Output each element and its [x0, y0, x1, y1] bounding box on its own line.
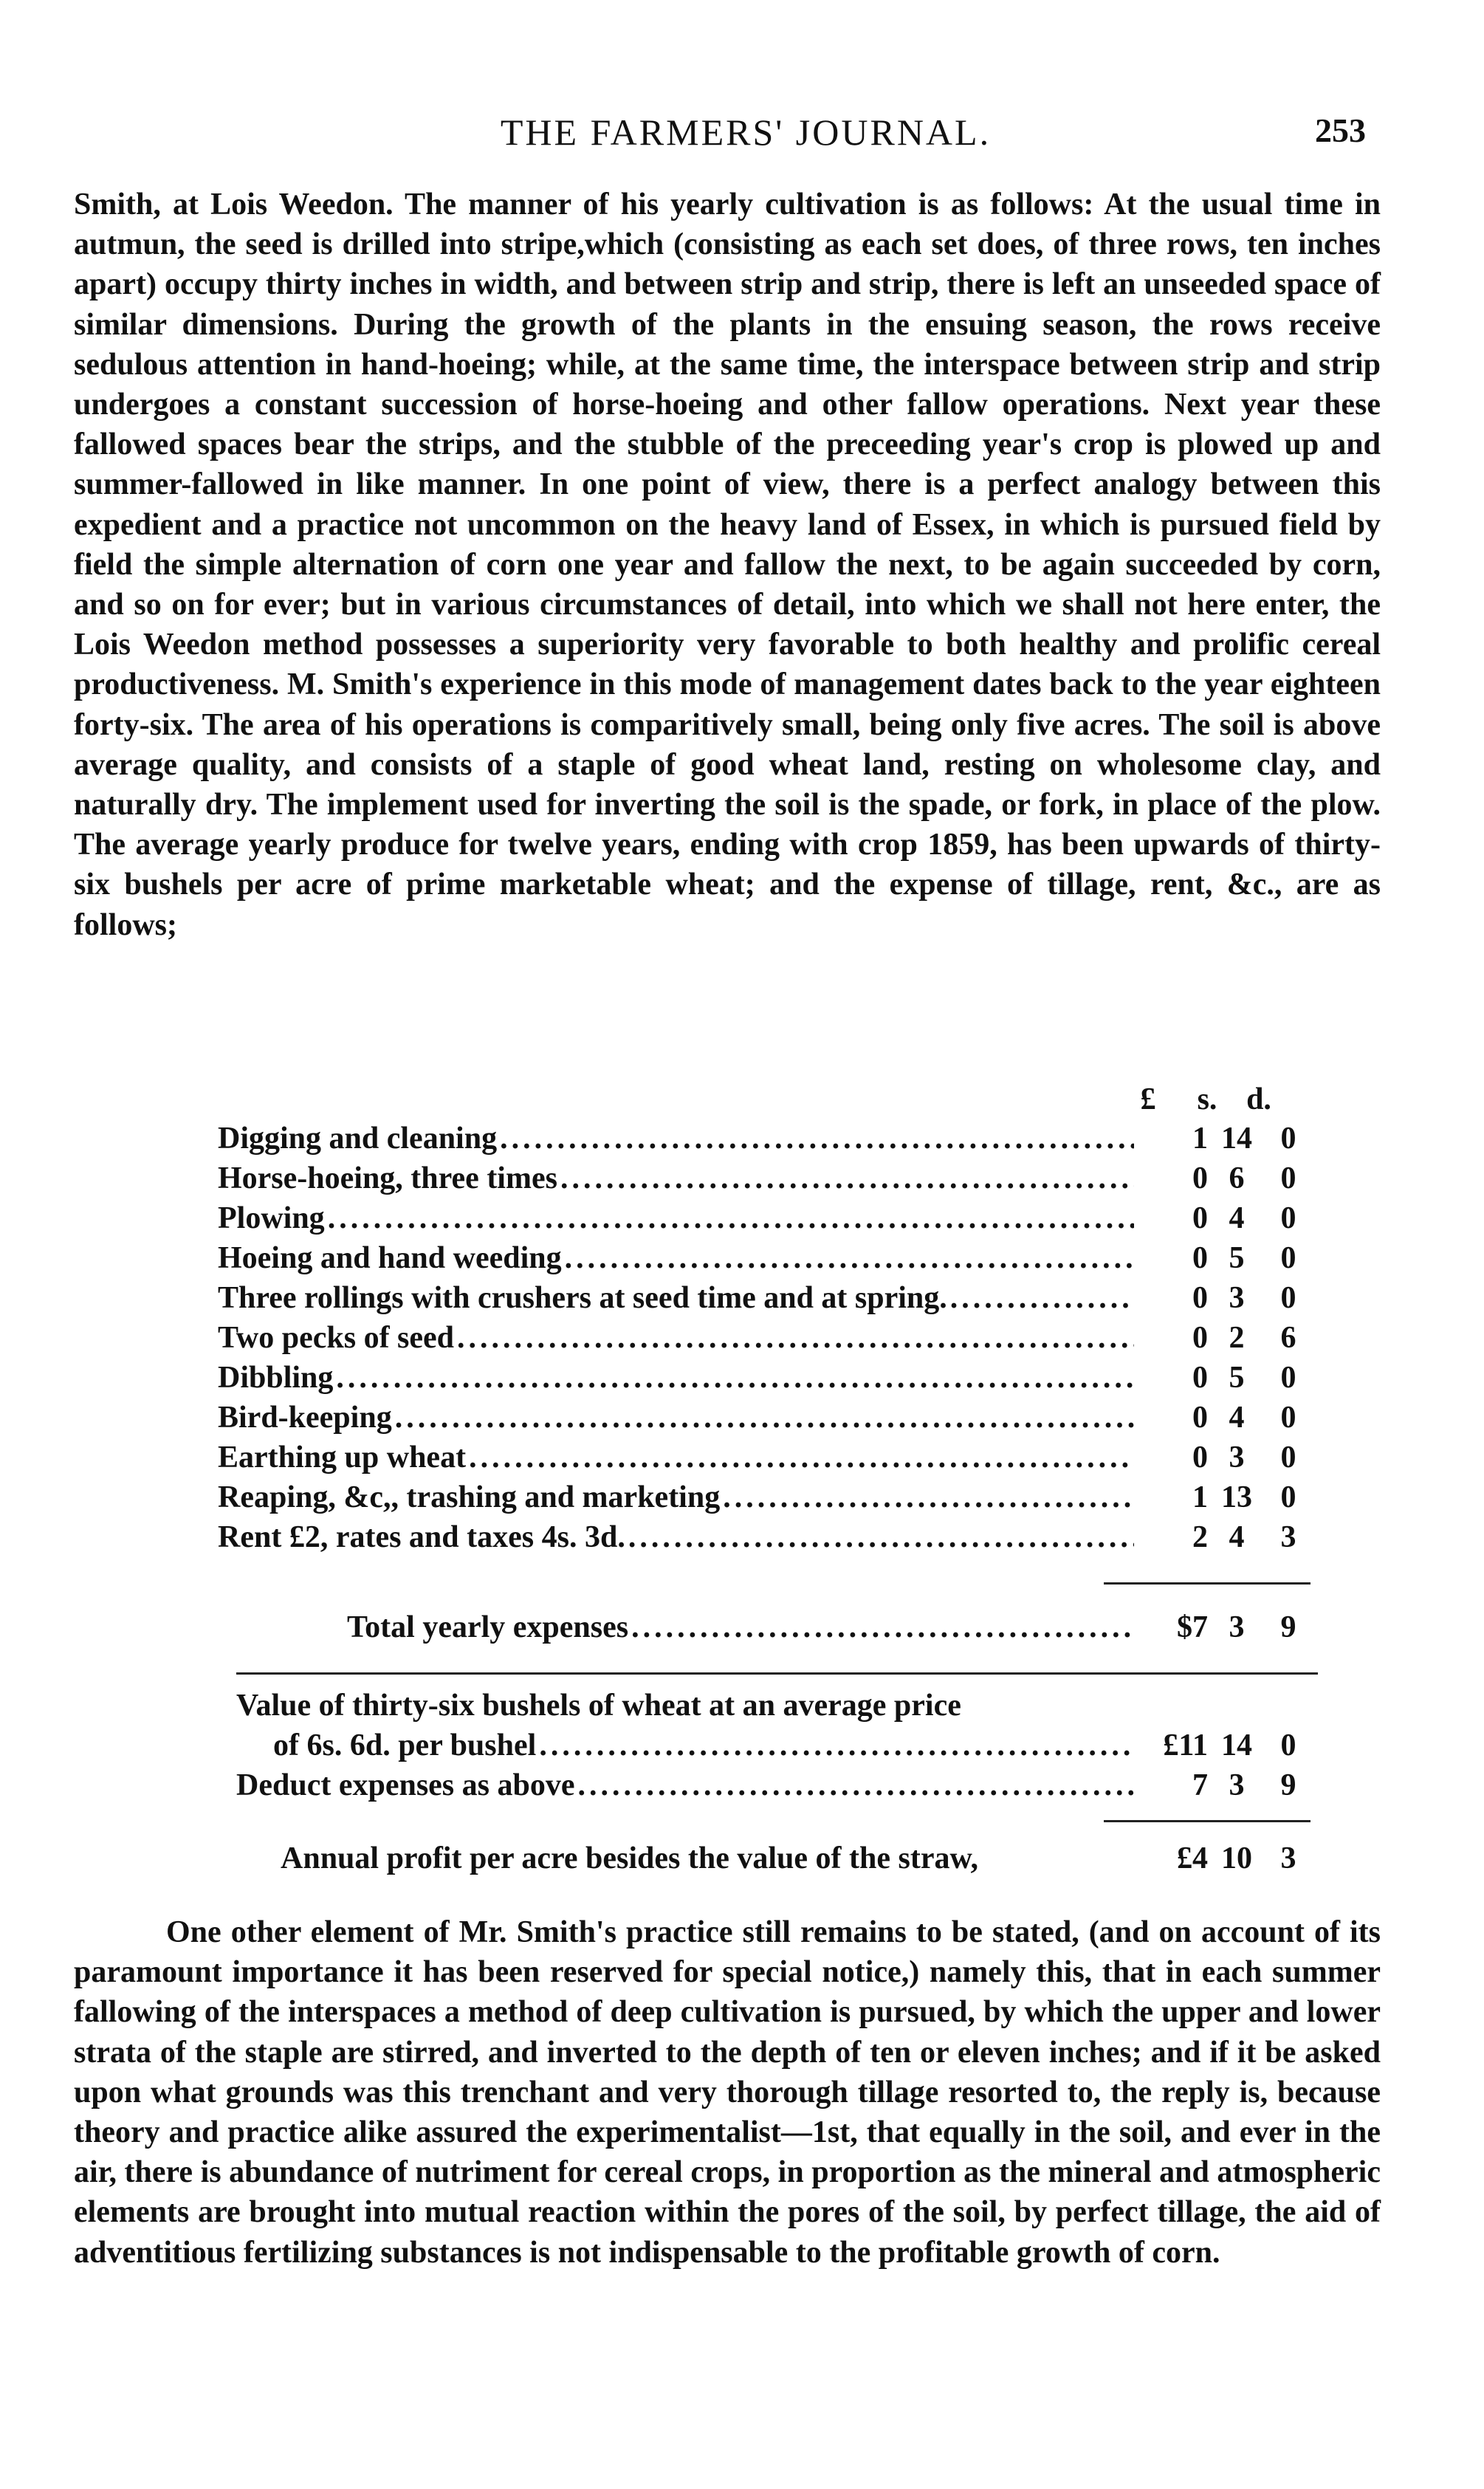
- shillings-value: 3: [1229, 1768, 1245, 1802]
- value-line: Value of thirty-six bushels of wheat at an average price: [236, 1689, 961, 1723]
- expense-label: Dibbling: [218, 1361, 334, 1395]
- journal-title: THE FARMERS' JOURNAL.: [500, 111, 992, 153]
- pounds-value: 0: [1192, 1161, 1208, 1195]
- shillings-value: 3: [1229, 1281, 1245, 1315]
- leader-dots: [575, 1765, 1135, 1805]
- expense-amount: [1134, 1198, 1314, 1238]
- total-label: Total yearly expenses: [347, 1610, 629, 1644]
- leader-dots: [557, 1158, 1134, 1198]
- running-head: [74, 111, 1418, 170]
- body-paragraph-2: One other element of Mr. Smith's practice still remains to be stated, (and on account of its paramount importance it has been reserved for special notice,) namely this, that in each summer fallowing of the interspaces a method of deep cultivation is pursued, by which the upper and lower strata of the staple are stirred, and inverted to the depth of ten or eleven inches; and if it be asked upon what grounds was this trenchant and very thorough tillage resorted to, the reply is, because theory and practice alike assured the experimentalist—1st, that equally in the soil, and ever in the air, there is abundance of nutriment for cereal crops, in proportion as the mineral and atmospheric elements are brought into mutual reaction within the pores of the soil, by perfect tillage, the aid of adventitious fertilizing substances is not indispensable to the profitable growth of corn.: [74, 1915, 1381, 2270]
- pounds-value: 1: [1192, 1122, 1208, 1156]
- pounds-value: 0: [1192, 1321, 1208, 1355]
- pence-value: 0: [1280, 1480, 1296, 1514]
- expense-label: Earthing up wheat: [218, 1441, 467, 1474]
- pence-value: 0: [1280, 1201, 1296, 1235]
- pounds-value: £11: [1163, 1728, 1208, 1762]
- expense-row: [218, 1318, 1314, 1358]
- expense-amount: [1134, 1517, 1314, 1557]
- shillings-value: 5: [1229, 1241, 1245, 1275]
- pence-value: 0: [1280, 1361, 1296, 1395]
- expense-row: [218, 1438, 1314, 1477]
- pounds-value: 1: [1192, 1480, 1208, 1514]
- expense-amount: [1134, 1477, 1314, 1517]
- profit-amount: [1134, 1839, 1314, 1878]
- expense-label: Horse-hoeing, three times: [218, 1161, 557, 1195]
- body-paragraph-1: Smith, at Lois Weedon. The manner of his yearly cultivation is as follows: At the usual time in autmun, the seed is drilled into stripe,which (consisting as each set does, of three rows, ten inches apart) occupy thirty inches in width, and between strip and strip, there is left an unseeded space of similar dimensions. During the growth of the plants in the ensuing season, the rows receive sedulous attention in hand-hoeing; while, at the same time, the interspace between strip and strip undergoes a constant succession of horse-hoeing and other fallow operations. Next year these fallowed spaces bear the strips, and the stubble of the preceeding year's crop is plowed up and summer-fallowed in like manner. In one point of view, there is a perfect analogy between this expedient and a practice not uncommon on the heavy land of Essex, in which is pursued field by field the simple alternation of corn one year and fallow the next, to be again succeeded by corn, and so on for ever; but in various circumstances of detail, into which we shall not here enter, the Lois Weedon method possesses a superiority very favorable to both healthy and prolific cereal productiveness. M. Smith's experience in this mode of management dates back to the year eighteen forty-six. The area of his operations is comparitively small, being only five acres. The soil is above average quality, and consists of a staple of good wheat land, resting on wholesome clay, and naturally dry. The implement used for inverting the soil is the spade, or fork, in place of the plow. The average yearly produce for twelve years, ending with crop 1859, has been upwards of thirty-six bushels per acre of prime marketable wheat; and the expense of tillage, rent, &c., are as follows;: [74, 188, 1381, 942]
- pence-value: 9: [1280, 1610, 1296, 1644]
- pence-value: 0: [1280, 1401, 1296, 1435]
- pence-value: 0: [1280, 1441, 1296, 1474]
- leader-dots: [325, 1198, 1134, 1238]
- expense-row: [218, 1477, 1314, 1517]
- expense-amount: [1134, 1119, 1314, 1158]
- pounds-value: 2: [1192, 1520, 1208, 1554]
- expense-label: Reaping, &c,, trashing and marketing: [218, 1480, 721, 1514]
- pence-value: 0: [1280, 1281, 1296, 1315]
- shillings-value: 14: [1221, 1122, 1252, 1156]
- pence-header: d.: [1246, 1082, 1271, 1116]
- leader-dots: [454, 1318, 1134, 1358]
- shillings-value: 14: [1221, 1728, 1252, 1762]
- shillings-value: 13: [1221, 1480, 1252, 1514]
- expense-label: Digging and cleaning: [218, 1122, 498, 1156]
- total-row: [347, 1607, 1314, 1647]
- expense-row: [218, 1238, 1314, 1278]
- expense-label: Two pecks of seed: [218, 1321, 455, 1355]
- pence-value: 6: [1280, 1321, 1296, 1355]
- page-number: 253: [1315, 111, 1366, 149]
- pence-value: 3: [1280, 1520, 1296, 1554]
- expense-amount: [1134, 1398, 1314, 1438]
- leader-dots: [497, 1119, 1134, 1158]
- pounds-value: 0: [1192, 1361, 1208, 1395]
- expense-label: Rent £2, rates and taxes 4s. 3d.: [218, 1520, 625, 1554]
- pounds-value: 7: [1192, 1768, 1208, 1802]
- leader-dots: [720, 1477, 1134, 1517]
- expense-label: Bird-keeping: [218, 1401, 392, 1435]
- pounds-value: 0: [1192, 1281, 1208, 1315]
- shillings-value: 2: [1229, 1321, 1245, 1355]
- shillings-value: 6: [1229, 1161, 1245, 1195]
- leader-dots: [562, 1238, 1134, 1278]
- shillings-value: 4: [1229, 1401, 1245, 1435]
- expense-label: Three rollings with crushers at seed time and at spring.: [218, 1281, 947, 1315]
- shillings-value: 10: [1221, 1841, 1252, 1875]
- expense-row: [218, 1158, 1314, 1198]
- expense-amount: [1134, 1358, 1314, 1398]
- sum-rule: [1104, 1582, 1310, 1585]
- pounds-value: 0: [1192, 1401, 1208, 1435]
- pence-value: 3: [1280, 1841, 1296, 1875]
- pence-value: 0: [1280, 1728, 1296, 1762]
- deduct-label: Deduct expenses as above: [236, 1768, 575, 1802]
- pounds-value: 0: [1192, 1441, 1208, 1474]
- expense-label: Hoeing and hand weeding: [218, 1241, 562, 1275]
- pounds-header: £: [1140, 1082, 1156, 1116]
- expense-row: [218, 1278, 1314, 1318]
- shillings-value: 5: [1229, 1361, 1245, 1395]
- pounds-value: 0: [1192, 1201, 1208, 1235]
- sum-rule: [1104, 1820, 1310, 1822]
- leader-dots: [625, 1517, 1134, 1557]
- expense-row: [218, 1119, 1314, 1158]
- pounds-value: 0: [1192, 1241, 1208, 1275]
- value-amount: [1134, 1726, 1314, 1765]
- pence-value: 0: [1280, 1241, 1296, 1275]
- total-amount: [1134, 1607, 1314, 1647]
- shillings-value: 3: [1229, 1441, 1245, 1474]
- value-label: of 6s. 6d. per bushel: [273, 1728, 537, 1762]
- expense-amount: [1134, 1158, 1314, 1198]
- value-row: [273, 1726, 1314, 1765]
- profit-label: Annual profit per acre besides the value of the straw,: [281, 1841, 978, 1875]
- expense-amount: [1134, 1438, 1314, 1477]
- leader-dots: [947, 1278, 1134, 1318]
- shillings-header: s.: [1197, 1082, 1217, 1116]
- pence-value: 0: [1280, 1161, 1296, 1195]
- leader-dots: [466, 1438, 1134, 1477]
- expense-row: [218, 1398, 1314, 1438]
- expense-amount: [1134, 1318, 1314, 1358]
- expense-row: [218, 1358, 1314, 1398]
- pounds-value: £4: [1177, 1841, 1208, 1875]
- expense-amount: [1134, 1238, 1314, 1278]
- shillings-value: 3: [1229, 1610, 1245, 1644]
- shillings-value: 4: [1229, 1520, 1245, 1554]
- pence-value: 9: [1280, 1768, 1296, 1802]
- pounds-value: $7: [1177, 1610, 1208, 1644]
- leader-dots: [392, 1398, 1134, 1438]
- profit-row: [281, 1839, 1314, 1878]
- expense-row: [218, 1198, 1314, 1238]
- expense-row: [218, 1517, 1314, 1557]
- pence-value: 0: [1280, 1122, 1296, 1156]
- deduct-amount: [1134, 1765, 1314, 1805]
- leader-dots: [333, 1358, 1134, 1398]
- section-rule: [236, 1672, 1318, 1675]
- expense-amount: [1134, 1278, 1314, 1318]
- leader-dots: [536, 1726, 1134, 1765]
- shillings-value: 4: [1229, 1201, 1245, 1235]
- expense-label: Plowing: [218, 1201, 325, 1235]
- deduct-row: [236, 1765, 1314, 1805]
- leader-dots: [628, 1607, 1134, 1647]
